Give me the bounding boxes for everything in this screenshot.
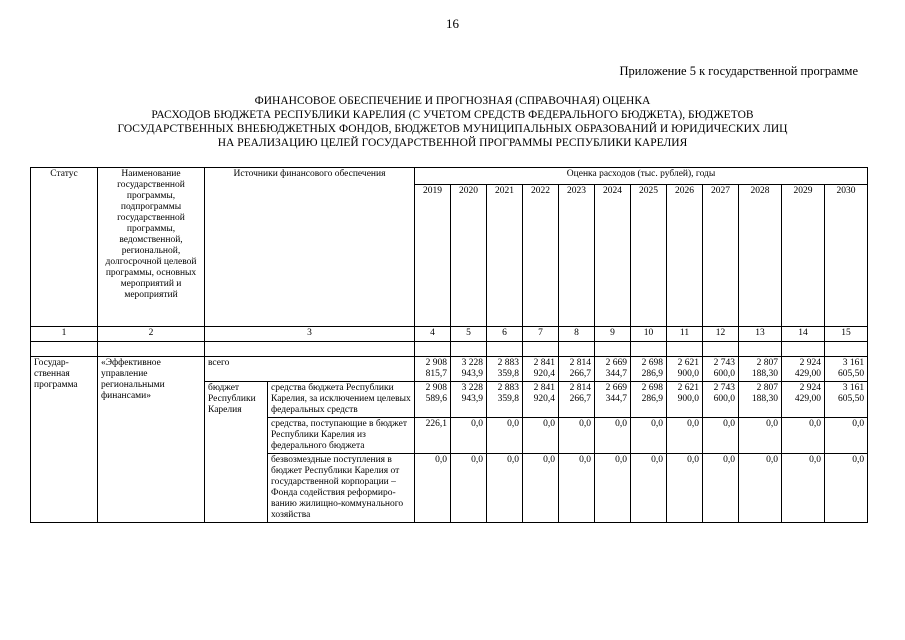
table-row xyxy=(31,357,868,382)
value-cell: 0,0 xyxy=(487,418,523,454)
column-index: 6 xyxy=(487,327,523,342)
blank-cell xyxy=(667,342,703,357)
blank-cell xyxy=(631,342,667,357)
value-cell: 0,0 xyxy=(667,418,703,454)
value-cell: 2 924 429,00 xyxy=(782,382,825,418)
blank-cell xyxy=(739,342,782,357)
value-cell: 0,0 xyxy=(559,454,595,523)
value-cell: 0,0 xyxy=(595,454,631,523)
value-cell: 2 908 815,7 xyxy=(415,357,451,382)
blank-cell xyxy=(487,342,523,357)
value-cell: 2 807 188,30 xyxy=(739,382,782,418)
value-cell: 2 669 344,7 xyxy=(595,357,631,382)
value-cell: 0,0 xyxy=(523,454,559,523)
value-cell: 2 883 359,8 xyxy=(487,357,523,382)
column-index-row xyxy=(31,327,868,342)
column-index: 11 xyxy=(667,327,703,342)
value-cell: 2 841 920,4 xyxy=(523,357,559,382)
value-cell: 0,0 xyxy=(451,454,487,523)
column-index: 10 xyxy=(631,327,667,342)
year-header: 2029 xyxy=(782,185,825,327)
value-cell: 2 698 286,9 xyxy=(631,357,667,382)
header-estimate: Оценка расходов (тыс. рублей), годы xyxy=(415,168,868,185)
value-cell: 2 669 344,7 xyxy=(595,382,631,418)
value-cell: 0,0 xyxy=(667,454,703,523)
column-index: 14 xyxy=(782,327,825,342)
blank-cell xyxy=(523,342,559,357)
value-cell: 0,0 xyxy=(703,418,739,454)
year-header: 2022 xyxy=(523,185,559,327)
value-cell: 2 743 600,0 xyxy=(703,357,739,382)
blank-cell xyxy=(205,342,415,357)
value-cell: 0,0 xyxy=(451,418,487,454)
column-index: 15 xyxy=(825,327,868,342)
year-header: 2025 xyxy=(631,185,667,327)
budget-label-cell: бюджет Республики Карелия xyxy=(205,382,268,523)
year-header: 2030 xyxy=(825,185,868,327)
title-line: НА РЕАЛИЗАЦИЮ ЦЕЛЕЙ ГОСУДАРСТВЕННОЙ ПРОГРАММЫ РЕСПУБЛИКИ КАРЕЛИЯ xyxy=(217,137,688,149)
column-index: 5 xyxy=(451,327,487,342)
document-title xyxy=(30,94,875,150)
value-cell: 0,0 xyxy=(703,454,739,523)
value-cell: 2 743 600,0 xyxy=(703,382,739,418)
value-cell: 2 621 900,0 xyxy=(667,357,703,382)
source-cell: средства, поступающие в бюджет Республики Карелия из федерального бюджета xyxy=(268,418,415,454)
value-cell: 2 924 429,00 xyxy=(782,357,825,382)
title-line: РАСХОДОВ БЮДЖЕТА РЕСПУБЛИКИ КАРЕЛИЯ (С УЧЕТОМ СРЕДСТВ ФЕДЕРАЛЬНОГО БЮДЖЕТА), БЮДЖЕТОВ xyxy=(151,109,754,121)
value-cell: 0,0 xyxy=(559,418,595,454)
value-cell: 0,0 xyxy=(782,418,825,454)
source-cell: средства бюджета Республики Карелия, за исключением целевых федеральных средств xyxy=(268,382,415,418)
column-index: 1 xyxy=(31,327,98,342)
program-name-cell: «Эффективное управление региональными финансами» xyxy=(98,357,205,523)
blank-cell xyxy=(825,342,868,357)
column-index: 9 xyxy=(595,327,631,342)
source-cell: безвозмездные поступления в бюджет Республики Карелия от государственной корпорации – Фонда содействия реформиро-ванию жилищно-коммунального хозяйства xyxy=(268,454,415,523)
year-header: 2019 xyxy=(415,185,451,327)
blank-cell xyxy=(703,342,739,357)
source-cell: всего xyxy=(205,357,415,382)
blank-cell xyxy=(595,342,631,357)
year-header: 2027 xyxy=(703,185,739,327)
value-cell: 2 814 266,7 xyxy=(559,382,595,418)
blank-cell xyxy=(782,342,825,357)
year-header: 2021 xyxy=(487,185,523,327)
value-cell: 2 814 266,7 xyxy=(559,357,595,382)
column-index: 13 xyxy=(739,327,782,342)
title-line: ФИНАНСОВОЕ ОБЕСПЕЧЕНИЕ И ПРОГНОЗНАЯ (СПРАВОЧНАЯ) ОЦЕНКА xyxy=(254,95,651,107)
value-cell: 0,0 xyxy=(825,454,868,523)
value-cell: 2 883 359,8 xyxy=(487,382,523,418)
page-number: 16 xyxy=(446,16,459,31)
blank-cell xyxy=(451,342,487,357)
spacer-row xyxy=(31,342,868,357)
value-cell: 0,0 xyxy=(595,418,631,454)
value-cell: 0,0 xyxy=(825,418,868,454)
appendix-label: Приложение 5 к государственной программе xyxy=(619,64,858,78)
value-cell: 0,0 xyxy=(415,454,451,523)
column-index: 12 xyxy=(703,327,739,342)
value-cell: 3 228 943,9 xyxy=(451,382,487,418)
financing-table xyxy=(30,167,868,523)
column-index: 8 xyxy=(559,327,595,342)
value-cell: 0,0 xyxy=(631,418,667,454)
blank-cell xyxy=(559,342,595,357)
value-cell: 2 908 589,6 xyxy=(415,382,451,418)
blank-cell xyxy=(98,342,205,357)
column-index: 7 xyxy=(523,327,559,342)
value-cell: 3 161 605,50 xyxy=(825,357,868,382)
year-header: 2028 xyxy=(739,185,782,327)
year-header: 2023 xyxy=(559,185,595,327)
header-name: Наименование государственной программы, подпрограммы государственной программы, ведомственной, региональной, долгосрочной целевой программы, основных мероприятий и мероприятий xyxy=(98,168,205,327)
title-line: ГОСУДАРСТВЕННЫХ ВНЕБЮДЖЕТНЫХ ФОНДОВ, БЮДЖЕТОВ МУНИЦИПАЛЬНЫХ ОБРАЗОВАНИЙ И ЮРИДИЧЕСКИХ ЛИЦ xyxy=(117,123,788,135)
value-cell: 0,0 xyxy=(739,418,782,454)
header-status: Статус xyxy=(31,168,98,327)
value-cell: 3 228 943,9 xyxy=(451,357,487,382)
year-header: 2024 xyxy=(595,185,631,327)
value-cell: 2 841 920,4 xyxy=(523,382,559,418)
value-cell: 0,0 xyxy=(487,454,523,523)
header-sources: Источники финансового обеспечения xyxy=(205,168,415,327)
status-cell: Государ-ственная программа xyxy=(31,357,98,523)
value-cell: 0,0 xyxy=(782,454,825,523)
value-cell: 2 698 286,9 xyxy=(631,382,667,418)
year-header: 2020 xyxy=(451,185,487,327)
value-cell: 0,0 xyxy=(523,418,559,454)
column-index: 3 xyxy=(205,327,415,342)
value-cell: 0,0 xyxy=(739,454,782,523)
year-header: 2026 xyxy=(667,185,703,327)
column-index: 2 xyxy=(98,327,205,342)
blank-cell xyxy=(415,342,451,357)
value-cell: 3 161 605,50 xyxy=(825,382,868,418)
blank-cell xyxy=(31,342,98,357)
value-cell: 0,0 xyxy=(631,454,667,523)
table-header-row xyxy=(31,168,868,185)
value-cell: 226,1 xyxy=(415,418,451,454)
column-index: 4 xyxy=(415,327,451,342)
value-cell: 2 807 188,30 xyxy=(739,357,782,382)
value-cell: 2 621 900,0 xyxy=(667,382,703,418)
